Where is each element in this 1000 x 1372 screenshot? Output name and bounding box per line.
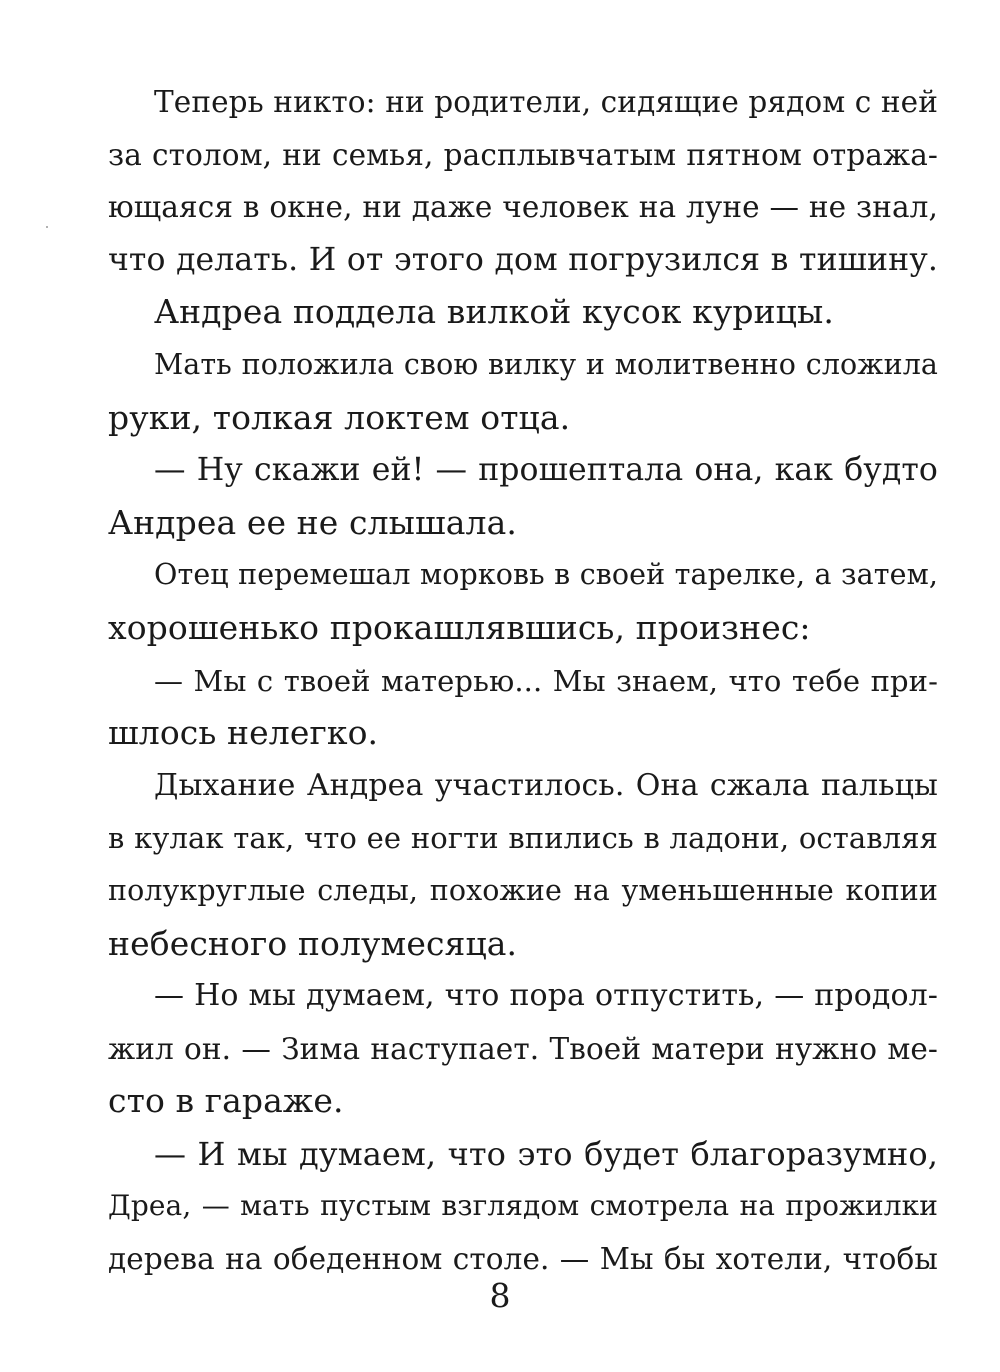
text-line: Мать положила свою вилку и молитвенно сложила xyxy=(154,347,938,381)
text-line: сто в гараже. xyxy=(108,1081,344,1121)
text-line: хорошенько прокашлявшись, произнес: xyxy=(108,607,811,647)
text-line: что делать. И от этого дом погрузился в тишину. xyxy=(108,241,938,278)
text-line: Дыхание Андреа участилось. Она сжала пальцы xyxy=(154,767,938,803)
text-line: Отец перемешал морковь в своей тарелке, а затем, xyxy=(154,558,938,592)
text-line: шлось нелегко. xyxy=(108,713,379,753)
text-line: — Мы с твоей матерью... Мы знаем, что тебе при- xyxy=(154,663,938,698)
text-line: полукруглые следы, похожие на уменьшенные копии xyxy=(108,873,938,907)
page-number: 8 xyxy=(489,1276,511,1315)
text-line: в кулак так, что ее ногти впились в ладони, оставляя xyxy=(108,821,938,856)
text-line: — Но мы думаем, что пора отпустить, — продол- xyxy=(154,978,938,1014)
text-line: жил он. — Зима наступает. Твоей матери нужно ме- xyxy=(108,1031,938,1066)
text-line: дерева на обеденном столе. — Мы бы хотели, чтобы xyxy=(108,1242,938,1277)
text-line: за столом, ни семья, расплывчатым пятном отража- xyxy=(108,137,938,172)
text-line: — И мы думаем, что это будет благоразумно, xyxy=(154,1134,938,1173)
text-line: ющаяся в окне, ни даже человек на луне — не знал, xyxy=(108,190,938,225)
text-line: — Ну скажи ей! — прошептала она, как будто xyxy=(154,452,938,489)
paper-speck xyxy=(46,226,48,228)
text-line: Андреа ее не слышала. xyxy=(108,502,517,542)
text-line: Теперь никто: ни родители, сидящие рядом с ней xyxy=(154,85,938,119)
text-line: руки, толкая локтем отца. xyxy=(108,397,571,437)
body-text xyxy=(108,76,938,1286)
text-line: Андреа поддела вилкой кусок курицы. xyxy=(154,292,834,332)
text-line: Дреа, — мать пустым взглядом смотрела на прожилки xyxy=(108,1189,938,1223)
text-line: небесного полумесяца. xyxy=(108,923,518,963)
